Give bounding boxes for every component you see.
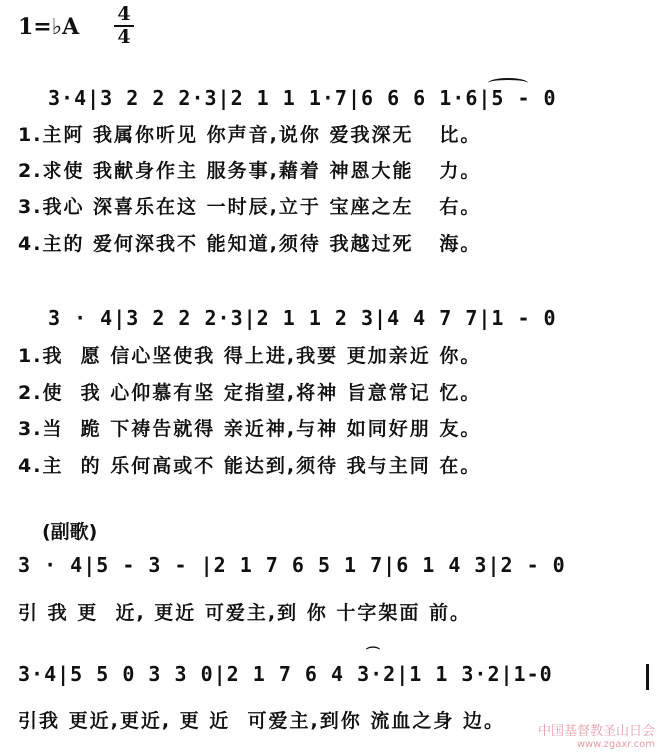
refrain-lyric-line-1: 引 我 更 近, 更近 可爱主,到 你 十字架面 前。 xyxy=(18,602,471,624)
verse-4-lyric-line-2: 4.主 的 乐何高或不 能达到,须待 我与主同 在。 xyxy=(18,455,482,477)
time-numerator: 4 xyxy=(117,3,131,25)
verse-1-lyric-line-2: 1.我 愿 信心坚使我 得上进,我要 更加亲近 你。 xyxy=(18,345,482,367)
watermark xyxy=(538,720,655,750)
verse-4-lyric-line-1: 4.主的 爱何深我不 能知道,须待 我越过死 海。 xyxy=(18,233,482,255)
verse-notation-line-1: 3·4|3 2 2 2·3|2 1 1 1·7|6 6 6 1·6|5 - 0 xyxy=(48,86,557,110)
verse-3-lyric-line-1: 3.我心 深喜乐在这 一时辰,立于 宝座之左 右。 xyxy=(18,196,482,218)
watermark-text: 中国基督教圣山日会 xyxy=(537,724,655,739)
refrain-label: (副歌) xyxy=(42,521,98,543)
refrain-notation-line-2: 3·4|5 5 0 3 3 0|2 1 7 6 4 3·2|1 1 3·2|1-0 xyxy=(18,662,553,686)
key-signature: 1=♭A xyxy=(18,14,80,40)
verse-notation-line-2: 3 · 4|3 2 2 2·3|2 1 1 2 3|4 4 7 7|1 - 0 xyxy=(48,306,557,330)
verse-2-lyric-line-1: 2.求使 我献身作主 服务事,藉着 神恩大能 力。 xyxy=(18,160,482,182)
refrain-lyric-line-2: 引我 更近,更近, 更 近 可爱主,到你 流血之身 边。 xyxy=(18,710,505,732)
verse-2-lyric-line-2: 2.使 我 心仰慕有坚 定指望,将神 旨意常记 忆。 xyxy=(18,382,482,404)
fermata-mark: ⌒ xyxy=(366,647,380,663)
verse-3-lyric-line-2: 3.当 跪 下祷告就得 亲近神,与神 如同好朋 友。 xyxy=(18,418,482,440)
verse-1-lyric-line-1: 1.主阿 我属你听见 你声音,说你 爱我深无 比。 xyxy=(18,124,482,146)
watermark-url: www.zgaxr.com xyxy=(576,739,655,750)
refrain-notation-line-1: 3 · 4|5 - 3 - |2 1 7 6 5 1 7|6 1 4 3|2 - 0 xyxy=(18,553,566,577)
time-signature xyxy=(112,4,136,48)
time-denominator: 4 xyxy=(117,26,131,48)
final-barline xyxy=(646,664,649,690)
